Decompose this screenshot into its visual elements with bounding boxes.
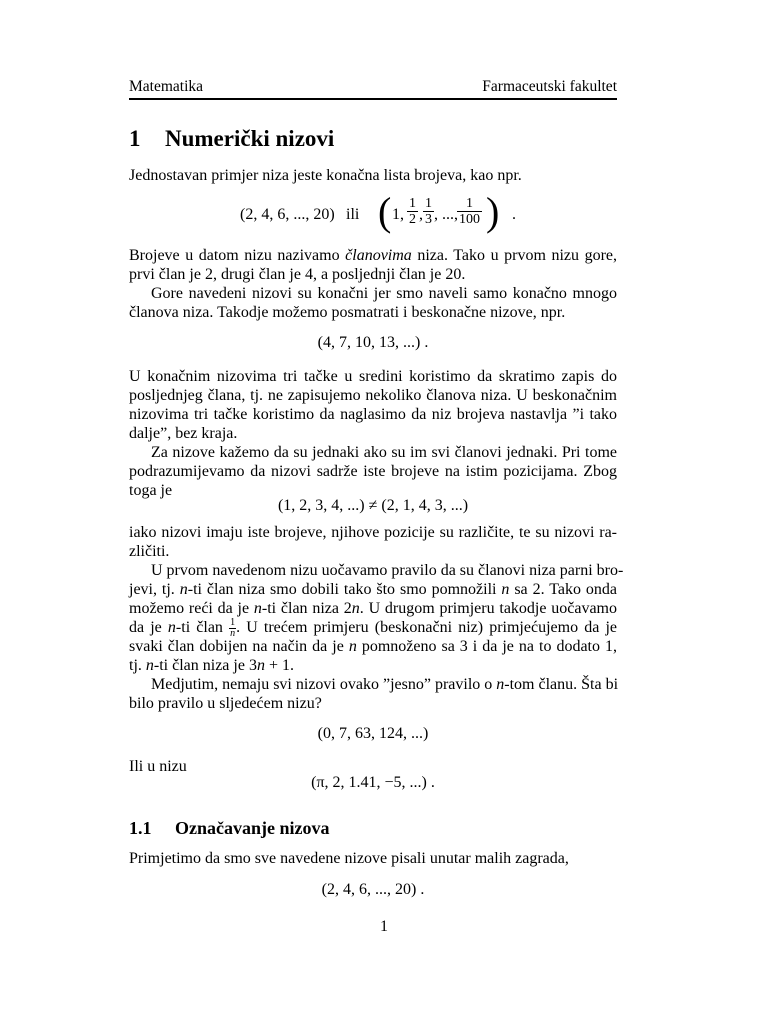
para2-line-3: Gore navedeni nizovi su konačni jer smo naveli samo konačno mnogo bbox=[151, 285, 617, 302]
paragraph-last: Primjetimo da smo sve navedene nizove pisali unutar malih zagrada, bbox=[129, 850, 569, 867]
para3-line-2: posljednjeg člana, tj. ne zapisujemo nekoliko članova niza. U beskonačnim bbox=[129, 387, 617, 404]
para4-line-2: podrazumijevamo da nizovi sadrže iste brojeve na istim pozicijama. Zbog bbox=[129, 463, 617, 480]
eq1-word: ili bbox=[346, 206, 360, 223]
para2-line-4: članova niza. Takodje možemo posmatrati i beskonačne nizove, npr. bbox=[129, 304, 566, 321]
eq1-right-paren: ) bbox=[486, 189, 500, 234]
para6-line-1: U prvom navedenom nizu uočavamo pravilo da su članovi niza parni bro- bbox=[151, 562, 624, 579]
para7-l1-b: -tom članu. Šta bi bbox=[504, 676, 619, 693]
para6-line-3 bbox=[129, 599, 617, 618]
para6-l5-n1: n bbox=[348, 638, 357, 655]
para7-l1-n: n bbox=[496, 676, 505, 693]
eq1-f1-den: 2 bbox=[409, 212, 416, 227]
para3-line-4: dalje”, bez kraja. bbox=[129, 425, 238, 442]
para6-l4-fnum: 1 bbox=[230, 617, 236, 628]
para2-l1-em: članovima bbox=[345, 247, 412, 264]
para6-l6-a: tj. bbox=[129, 657, 146, 674]
para7-line-2: bilo pravilo u sljedećem nizu? bbox=[129, 695, 322, 712]
para6-l5-a: svaki član dobijen na način da je bbox=[129, 638, 349, 655]
para6-l3-a: možemo reći da je bbox=[129, 600, 254, 617]
eq1-fraction-2 bbox=[423, 196, 434, 227]
para6-l4-b: -ti član bbox=[175, 619, 230, 637]
para6-line-4 bbox=[129, 618, 617, 639]
para5-line-2: zličiti. bbox=[129, 543, 170, 560]
para6-l4-fden: n bbox=[230, 628, 236, 639]
eq1-left-sequence: (2, 4, 6, ..., 20) bbox=[240, 206, 335, 223]
eq1-dots: , ..., bbox=[434, 206, 458, 223]
page-number: 1 bbox=[380, 918, 388, 935]
section-title: Numerički nizovi bbox=[165, 126, 335, 151]
para6-line-2 bbox=[129, 580, 617, 599]
header-left: Matematika bbox=[129, 78, 204, 95]
para3-line-3: nizovima tri tačke koristimo da naglasimo da niz brojeva nastavlja ”i tako bbox=[129, 406, 617, 423]
para7-l1-a: Medjutim, nemaju svi nizovi ovako ”jesno” pravilo o bbox=[151, 676, 497, 693]
subsection-number: 1.1 bbox=[129, 818, 152, 838]
para7-line-1 bbox=[151, 675, 617, 694]
equation-5: (π, 2, 1.41, −5, ...) . bbox=[311, 774, 435, 791]
para6-l4-n1: n bbox=[167, 619, 176, 637]
para6-l6-n1: n bbox=[145, 657, 154, 674]
para2-l1-post: niza. Tako u prvom nizu gore, bbox=[411, 247, 617, 264]
section-number: 1 bbox=[129, 126, 141, 151]
para6-l3-b: -ti član niza 2 bbox=[261, 600, 352, 617]
para6-l6-b: -ti član niza je 3 bbox=[153, 657, 257, 674]
eq1-period: . bbox=[512, 206, 516, 223]
para6-l6-c: + 1. bbox=[264, 657, 294, 674]
eq1-f2-den: 3 bbox=[425, 212, 432, 227]
eq1-f1-num: 1 bbox=[409, 196, 416, 211]
section-heading bbox=[129, 126, 334, 152]
para6-l4-c: . U trećem primjeru (beskonačni niz) primjećujemo da je bbox=[236, 619, 617, 637]
eq1-f2-num: 1 bbox=[425, 196, 432, 211]
para6-l2-b: -ti član niza smo dobili tako što smo pomnožili bbox=[187, 581, 502, 598]
para6-l4-fraction bbox=[229, 618, 236, 639]
eq1-f3-num: 1 bbox=[457, 196, 482, 212]
header-right: Farmaceutski fakultet bbox=[482, 78, 617, 95]
para6-line-6 bbox=[129, 656, 617, 675]
para6-line-5 bbox=[129, 637, 617, 656]
subsection-title: Označavanje nizova bbox=[175, 818, 330, 838]
equation-2: (4, 7, 10, 13, ...) . bbox=[317, 334, 429, 351]
eq1-fraction-1 bbox=[407, 196, 418, 227]
para2-l1-pre: Brojeve u datom nizu nazivamo bbox=[129, 247, 346, 264]
equation-4: (0, 7, 63, 124, ...) bbox=[317, 725, 429, 742]
equation-3: (1, 2, 3, 4, ...) ≠ (2, 1, 4, 3, ...) bbox=[277, 497, 469, 514]
eq1-comma: , bbox=[419, 206, 423, 223]
para6-l2-a: jevi, tj. bbox=[129, 581, 180, 598]
para6-l3-n2: n bbox=[351, 600, 360, 617]
para3-line-1: U konačnim nizovima tri tačke u sredini koristimo da skratimo zapis do bbox=[129, 368, 617, 385]
para6-l6-n2: n bbox=[256, 657, 265, 674]
para6-l4-a: da je bbox=[129, 619, 168, 637]
subsection-heading bbox=[129, 818, 330, 839]
para2-line-1 bbox=[129, 246, 617, 265]
eq1-f3-den: 100 bbox=[459, 212, 480, 227]
eq1-seq-start: 1, bbox=[392, 206, 404, 223]
para6-l2-n1: n bbox=[179, 581, 188, 598]
para5-line-1: iako nizovi imaju iste brojeve, njihove pozicije su različite, te su nizovi ra- bbox=[129, 524, 617, 541]
eq1-fraction-3 bbox=[457, 196, 482, 227]
header-rule bbox=[129, 98, 617, 100]
para6-l2-c: sa 2. Tako onda bbox=[509, 581, 617, 598]
para4-line-1: Za nizove kažemo da su jednaki ako su im svi članovi jednaki. Pri tome bbox=[151, 444, 617, 461]
para6-l3-c: . U drugom primjeru takodje uočavamo bbox=[359, 600, 618, 617]
equation-6: (2, 4, 6, ..., 20) . bbox=[321, 881, 425, 898]
eq1-left-paren: ( bbox=[378, 189, 392, 234]
para6-l5-b: pomnoženo sa 3 i da je na to dodato 1, bbox=[356, 638, 618, 655]
para6-l2-n2: n bbox=[501, 581, 510, 598]
para2-line-2: prvi član je 2, drugi član je 4, a posljednji član je 20. bbox=[129, 266, 466, 283]
paragraph-ili: Ili u nizu bbox=[129, 758, 187, 775]
para6-l3-n1: n bbox=[253, 600, 262, 617]
para4-line-3: toga je bbox=[129, 482, 173, 499]
paragraph-intro: Jednostavan primjer niza jeste konačna lista brojeva, kao npr. bbox=[129, 167, 522, 184]
